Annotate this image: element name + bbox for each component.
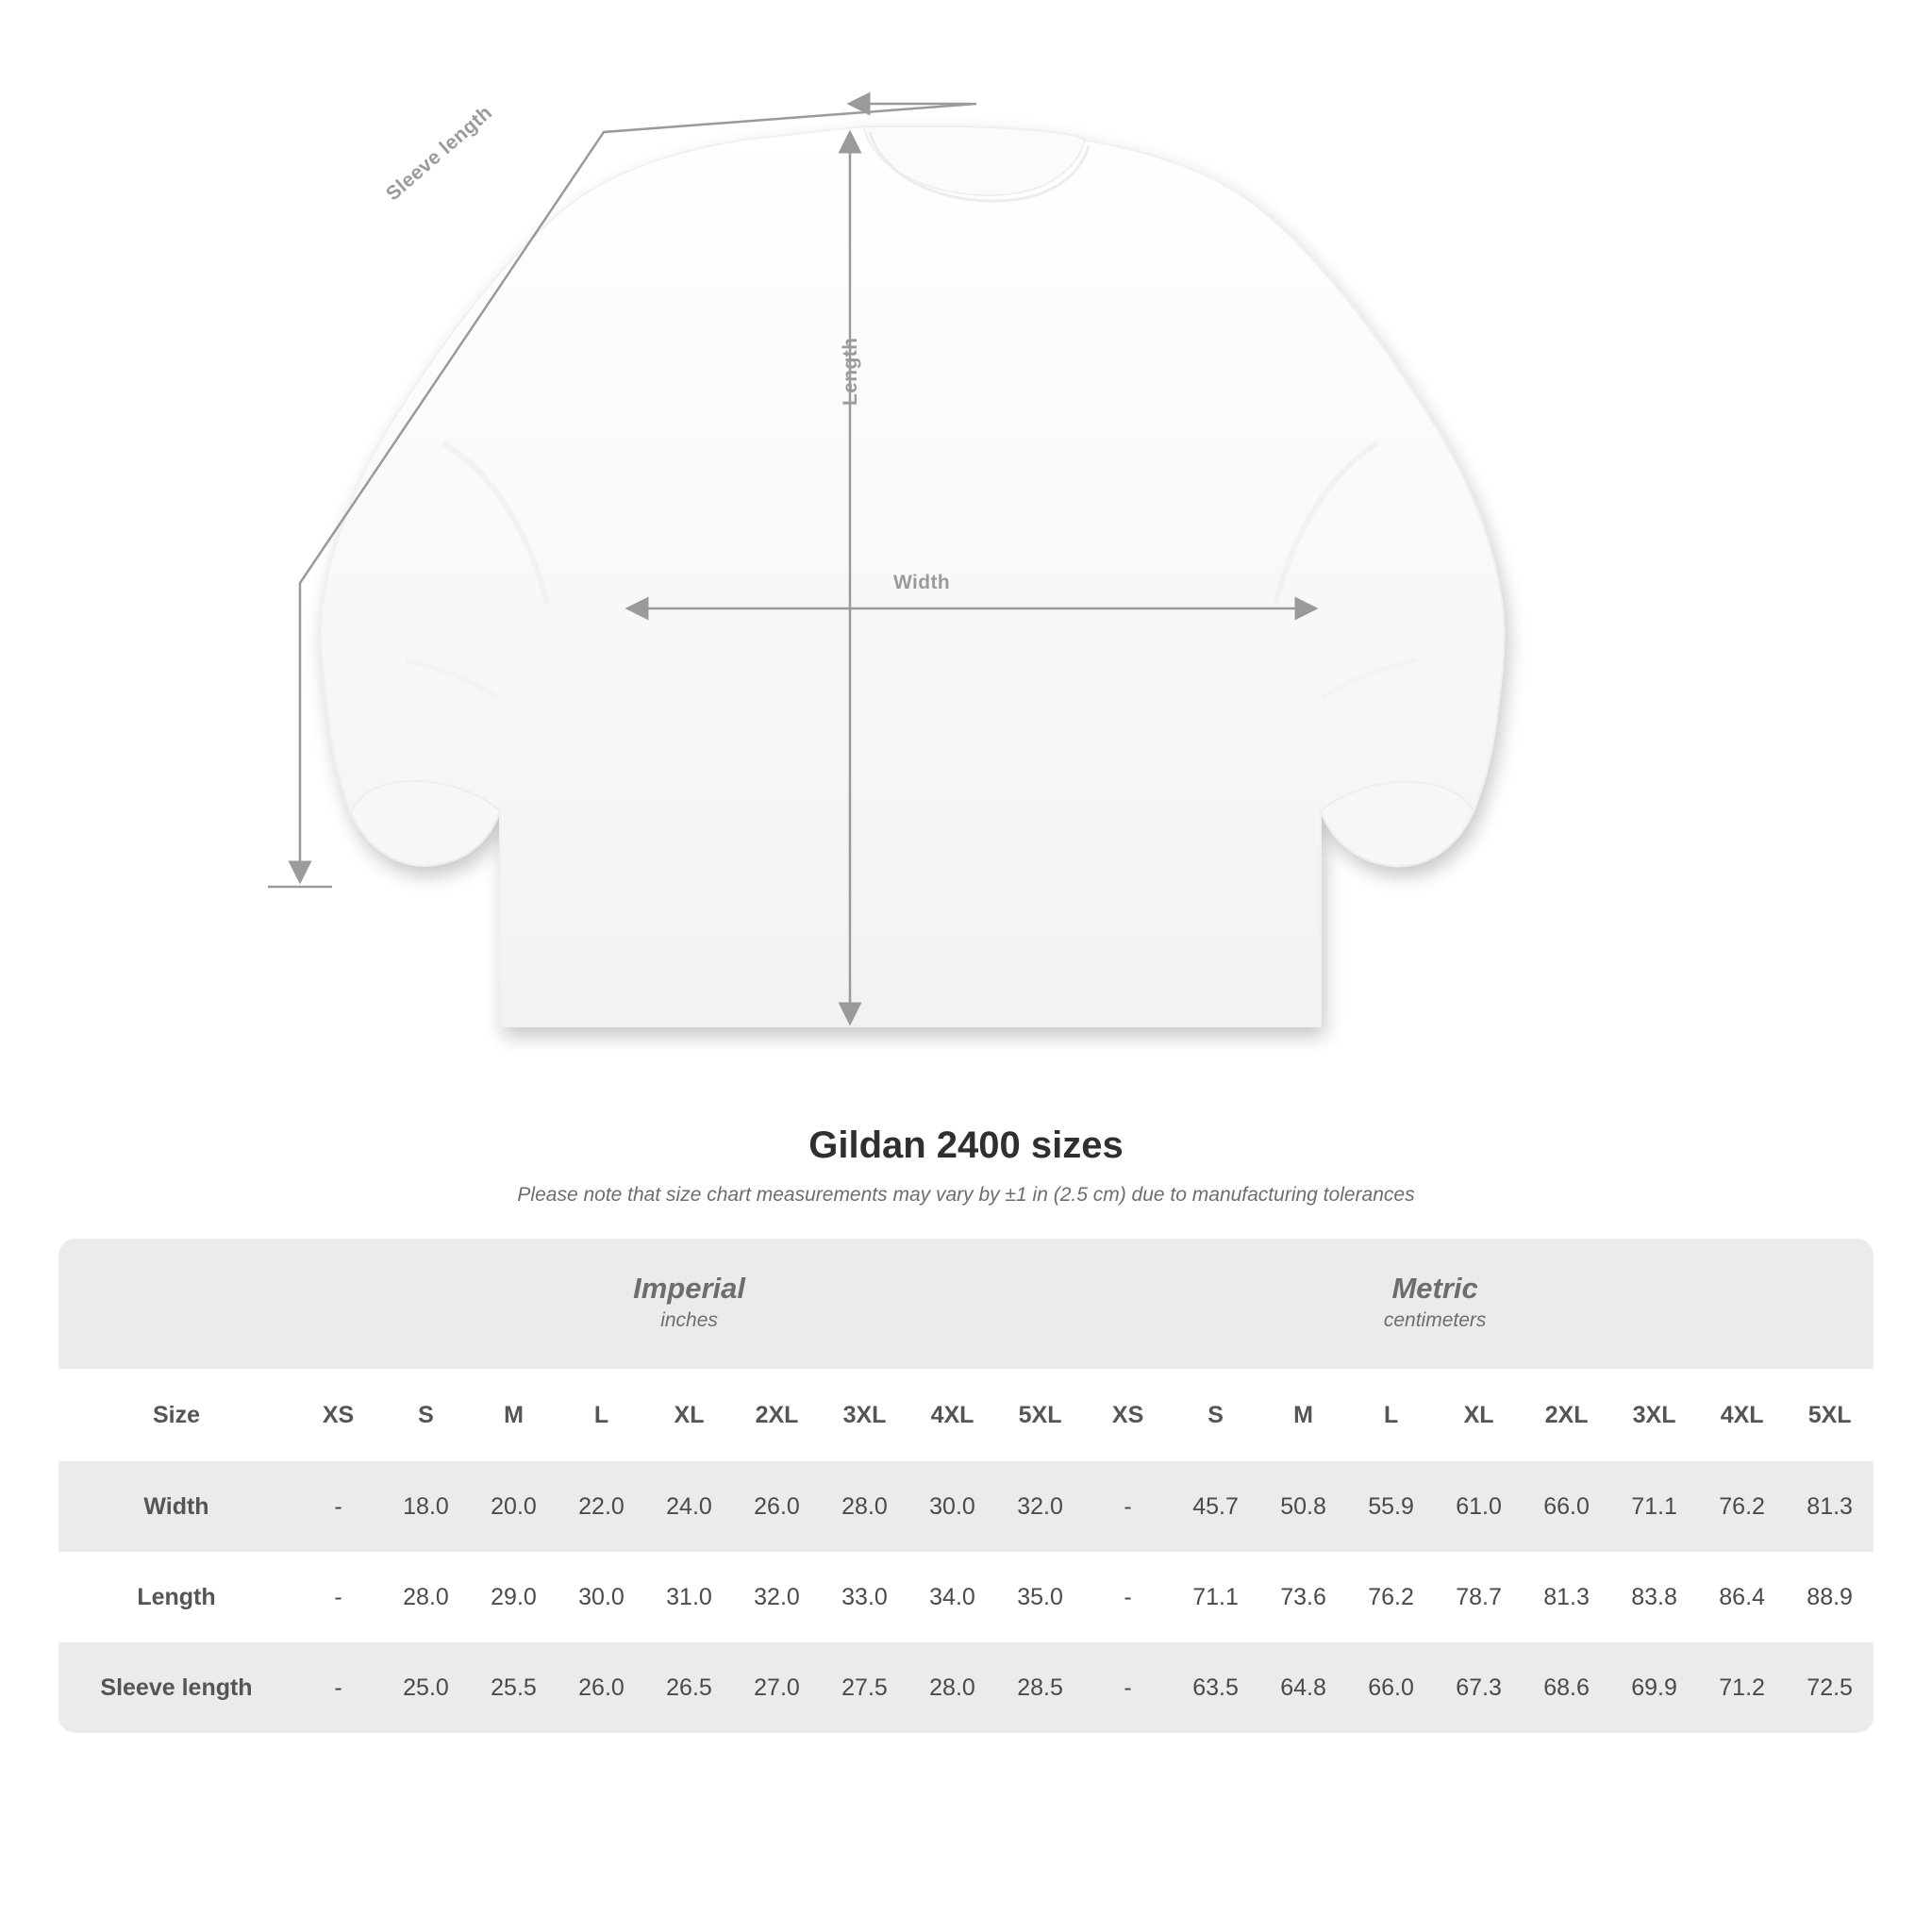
cell-length-imp-5xl: 35.0	[996, 1552, 1084, 1642]
cell-width-imp-2xl: 26.0	[733, 1461, 821, 1552]
unit-header-metric-pad	[1786, 1239, 1874, 1369]
cell-width-imp-5xl: 32.0	[996, 1461, 1084, 1552]
table-row	[58, 1642, 1874, 1733]
cell-sleeve-imp-4xl: 28.0	[908, 1642, 996, 1733]
imperial-sub: inches	[660, 1309, 718, 1332]
cell-length-met-4xl: 86.4	[1698, 1552, 1786, 1642]
cell-sleeve-imp-2xl: 27.0	[733, 1642, 821, 1733]
size-table-wrap	[58, 1239, 1874, 1733]
cell-sleeve-met-xs: -	[1084, 1642, 1172, 1733]
cell-sleeve-imp-l: 26.0	[558, 1642, 645, 1733]
cell-width-met-s: 45.7	[1172, 1461, 1259, 1552]
size-header-row	[58, 1369, 1874, 1461]
metric-sub: centimeters	[1383, 1309, 1487, 1332]
width-label: Width	[893, 572, 951, 593]
cell-sleeve-met-m: 64.8	[1259, 1642, 1347, 1733]
cell-length-imp-4xl: 34.0	[908, 1552, 996, 1642]
cell-width-met-5xl: 81.3	[1786, 1461, 1874, 1552]
table-row	[58, 1552, 1874, 1642]
col-header-imp-xs: XS	[294, 1369, 382, 1461]
chart-heading	[0, 1124, 1932, 1207]
col-header-imp-m: M	[470, 1369, 558, 1461]
col-header-imp-xl: XL	[645, 1369, 733, 1461]
size-header-label: Size	[58, 1369, 294, 1461]
cell-sleeve-met-5xl: 72.5	[1786, 1642, 1874, 1733]
cell-length-met-5xl: 88.9	[1786, 1552, 1874, 1642]
cell-length-imp-xs: -	[294, 1552, 382, 1642]
imperial-name: Imperial	[633, 1272, 745, 1306]
cell-length-met-2xl: 81.3	[1523, 1552, 1610, 1642]
cell-length-met-m: 73.6	[1259, 1552, 1347, 1642]
col-header-met-3xl: 3XL	[1610, 1369, 1698, 1461]
col-header-imp-4xl: 4XL	[908, 1369, 996, 1461]
length-label: Length	[840, 337, 861, 406]
page-title: Gildan 2400 sizes	[808, 1124, 1124, 1166]
cell-width-imp-s: 18.0	[382, 1461, 470, 1552]
cell-length-imp-xl: 31.0	[645, 1552, 733, 1642]
cell-width-met-2xl: 66.0	[1523, 1461, 1610, 1552]
cell-length-met-l: 76.2	[1347, 1552, 1435, 1642]
col-header-met-xs: XS	[1084, 1369, 1172, 1461]
col-header-met-4xl: 4XL	[1698, 1369, 1786, 1461]
cell-length-imp-l: 30.0	[558, 1552, 645, 1642]
cell-sleeve-met-3xl: 69.9	[1610, 1642, 1698, 1733]
col-header-imp-s: S	[382, 1369, 470, 1461]
cell-length-imp-3xl: 33.0	[821, 1552, 908, 1642]
cell-width-met-l: 55.9	[1347, 1461, 1435, 1552]
col-header-imp-3xl: 3XL	[821, 1369, 908, 1461]
cell-length-imp-s: 28.0	[382, 1552, 470, 1642]
cell-sleeve-imp-xl: 26.5	[645, 1642, 733, 1733]
cell-length-imp-m: 29.0	[470, 1552, 558, 1642]
cell-width-imp-3xl: 28.0	[821, 1461, 908, 1552]
cell-width-met-xl: 61.0	[1435, 1461, 1523, 1552]
row-label-length: Length	[58, 1552, 294, 1642]
cell-width-imp-m: 20.0	[470, 1461, 558, 1552]
cell-width-met-3xl: 71.1	[1610, 1461, 1698, 1552]
cell-sleeve-imp-s: 25.0	[382, 1642, 470, 1733]
col-header-met-5xl: 5XL	[1786, 1369, 1874, 1461]
cell-width-imp-xl: 24.0	[645, 1461, 733, 1552]
col-header-met-s: S	[1172, 1369, 1259, 1461]
size-chart-table	[58, 1239, 1874, 1733]
cell-sleeve-met-4xl: 71.2	[1698, 1642, 1786, 1733]
col-header-met-m: M	[1259, 1369, 1347, 1461]
cell-width-imp-l: 22.0	[558, 1461, 645, 1552]
col-header-met-xl: XL	[1435, 1369, 1523, 1461]
table-row	[58, 1461, 1874, 1552]
col-header-imp-5xl: 5XL	[996, 1369, 1084, 1461]
unit-header-spacer	[58, 1239, 294, 1369]
cell-sleeve-imp-5xl: 28.5	[996, 1642, 1084, 1733]
cell-sleeve-imp-3xl: 27.5	[821, 1642, 908, 1733]
col-header-imp-2xl: 2XL	[733, 1369, 821, 1461]
tolerance-note: Please note that size chart measurements may vary by ±1 in (2.5 cm) due to manufacturing tolerances	[517, 1184, 1415, 1206]
col-header-met-2xl: 2XL	[1523, 1369, 1610, 1461]
cell-sleeve-met-xl: 67.3	[1435, 1642, 1523, 1733]
col-header-met-l: L	[1347, 1369, 1435, 1461]
cell-length-imp-2xl: 32.0	[733, 1552, 821, 1642]
cell-width-imp-xs: -	[294, 1461, 382, 1552]
row-label-sleeve-length: Sleeve length	[58, 1642, 294, 1733]
cell-width-imp-4xl: 30.0	[908, 1461, 996, 1552]
row-label-width: Width	[58, 1461, 294, 1552]
col-header-imp-l: L	[558, 1369, 645, 1461]
cell-sleeve-imp-xs: -	[294, 1642, 382, 1733]
cell-sleeve-met-l: 66.0	[1347, 1642, 1435, 1733]
cell-width-met-m: 50.8	[1259, 1461, 1347, 1552]
cell-length-met-xl: 78.7	[1435, 1552, 1523, 1642]
cell-sleeve-met-s: 63.5	[1172, 1642, 1259, 1733]
unit-header-imperial	[294, 1239, 1084, 1369]
cell-width-met-4xl: 76.2	[1698, 1461, 1786, 1552]
sleeve-length-label: Sleeve length	[382, 101, 497, 206]
cell-sleeve-imp-m: 25.5	[470, 1642, 558, 1733]
cell-length-met-xs: -	[1084, 1552, 1172, 1642]
cell-length-met-3xl: 83.8	[1610, 1552, 1698, 1642]
cell-length-met-s: 71.1	[1172, 1552, 1259, 1642]
unit-header-row	[58, 1239, 1874, 1369]
metric-name: Metric	[1391, 1272, 1478, 1306]
cell-width-met-xs: -	[1084, 1461, 1172, 1552]
unit-header-metric	[1084, 1239, 1786, 1369]
cell-sleeve-met-2xl: 68.6	[1523, 1642, 1610, 1733]
